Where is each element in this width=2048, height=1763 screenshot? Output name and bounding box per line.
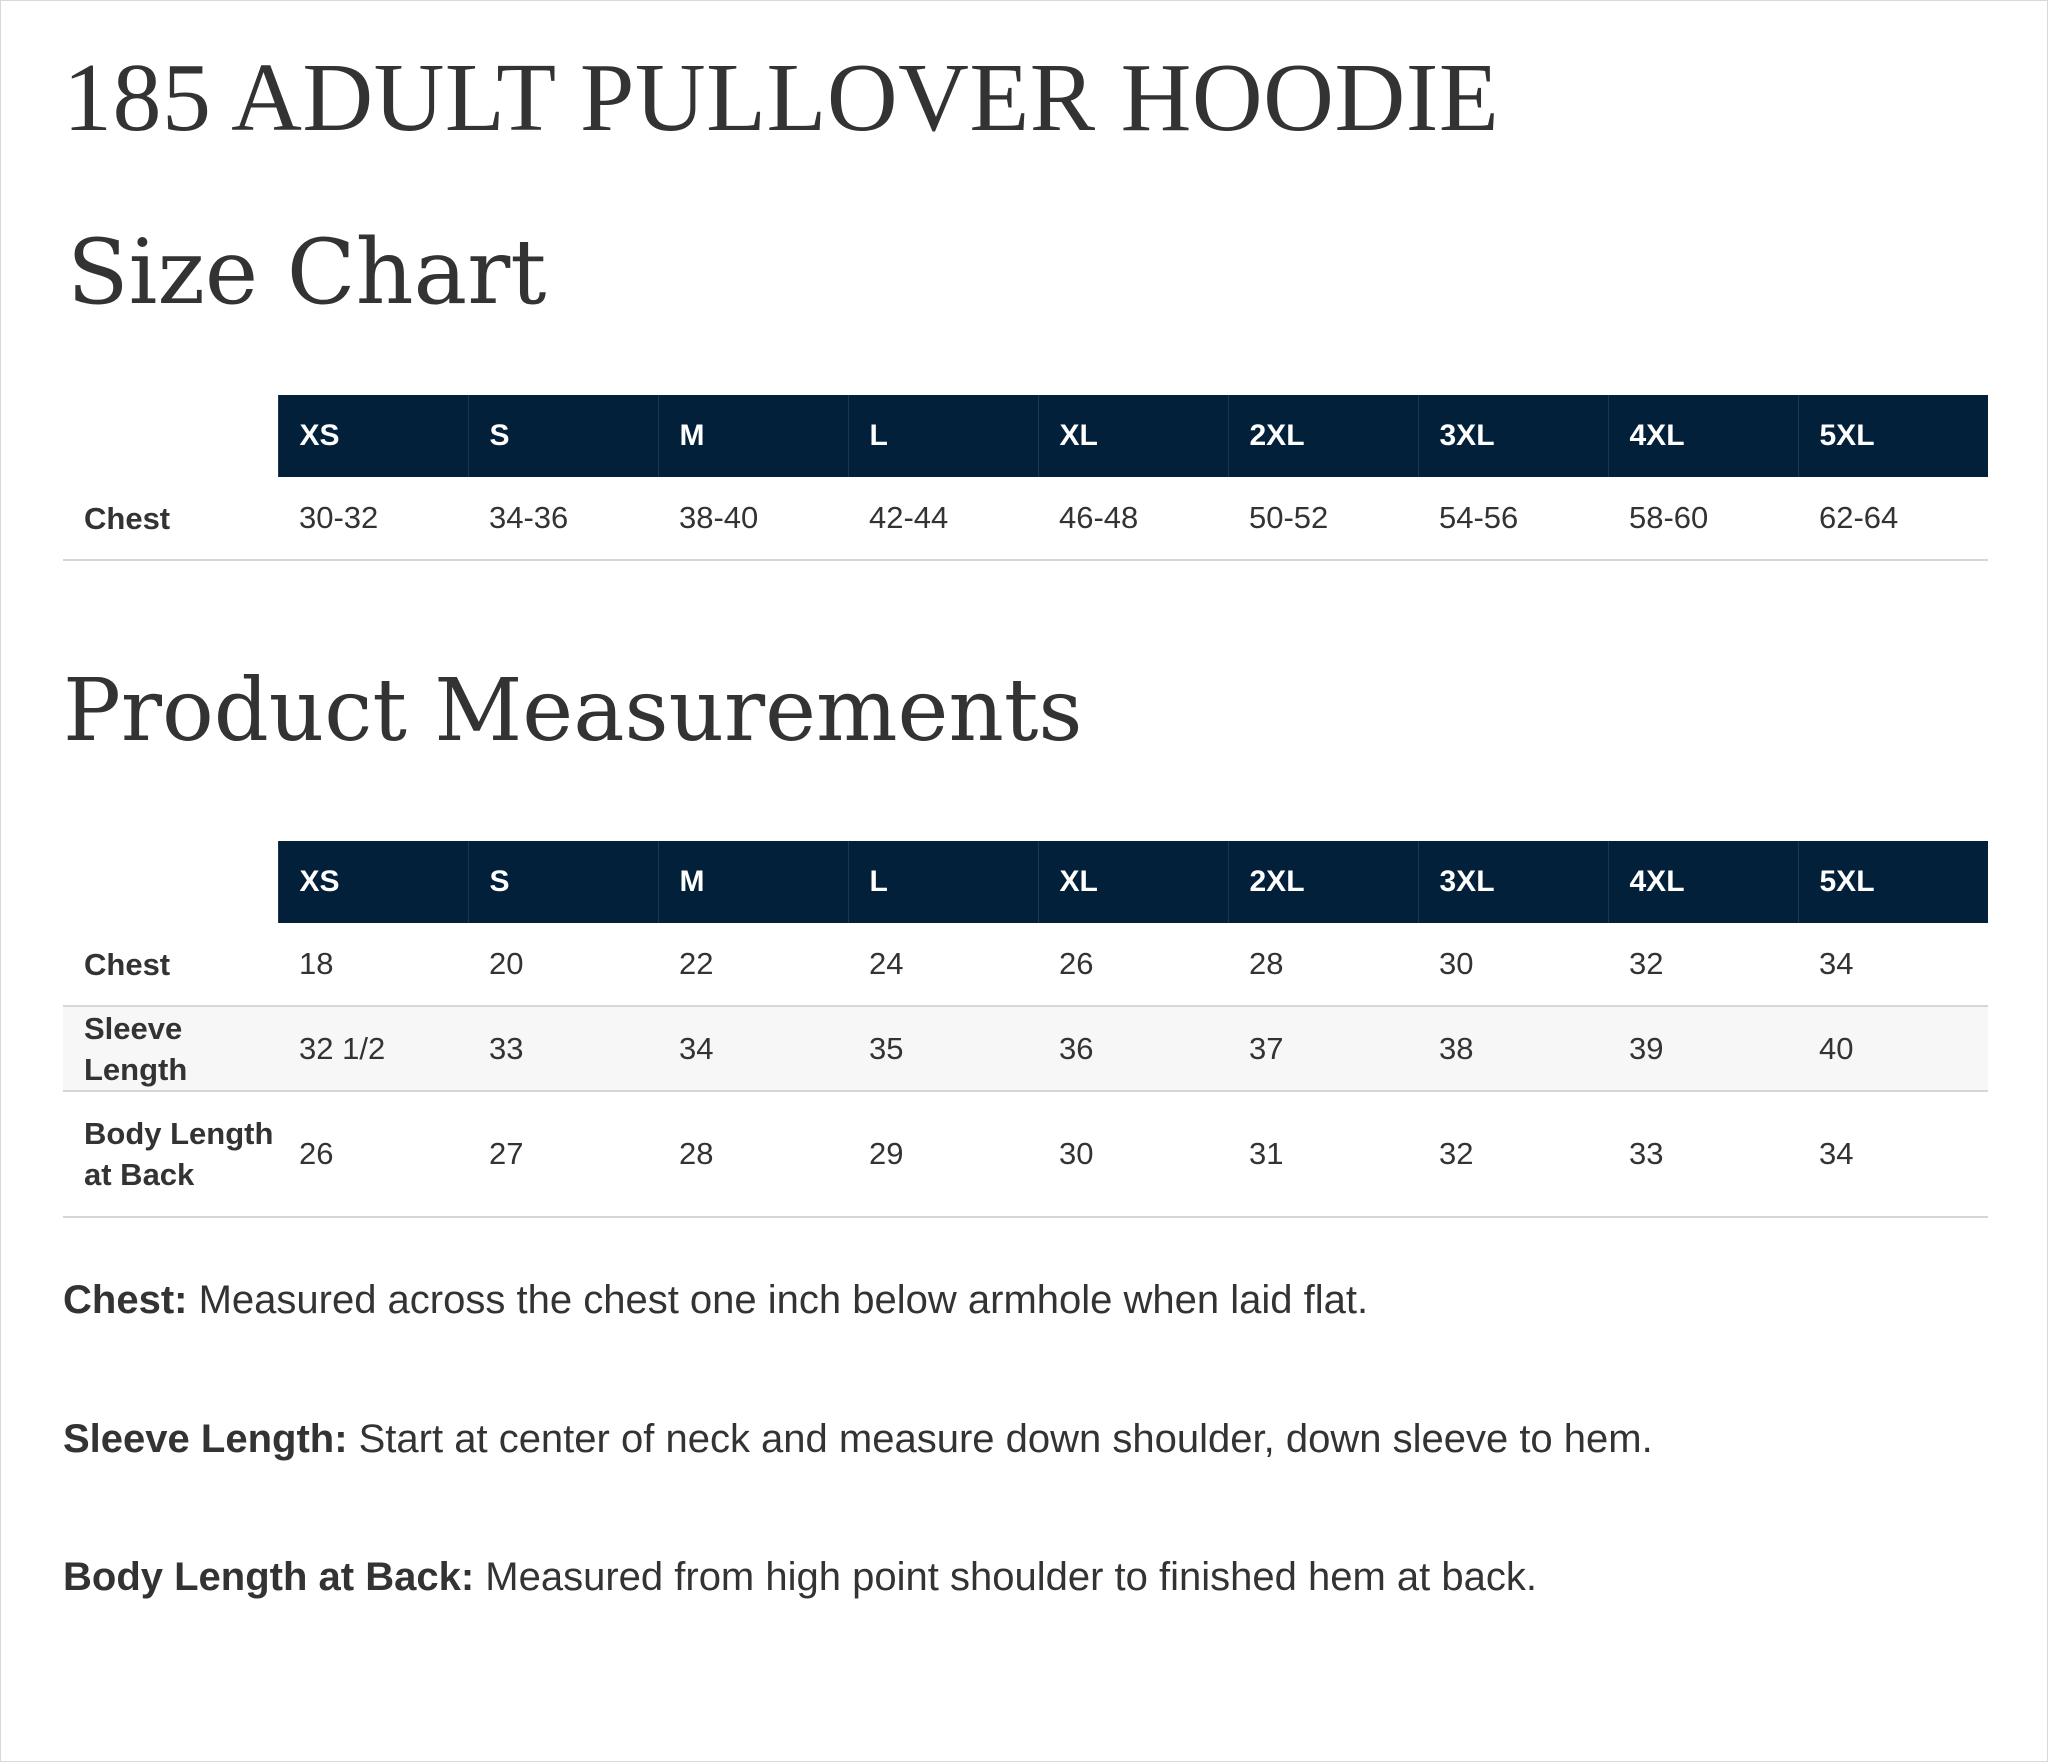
size-header-cell: L [848, 395, 1038, 477]
size-header-cell: XL [1038, 395, 1228, 477]
table-cell: 20 [489, 946, 524, 981]
size-header-cell: 5XL [1798, 395, 1988, 477]
table-cell: 46-48 [1059, 500, 1139, 535]
size-header-cell: M [658, 395, 848, 477]
table-row [63, 923, 1988, 1006]
row-label: Body Length at Back [84, 1116, 274, 1192]
table-cell: 27 [489, 1136, 524, 1171]
table-cell: 42-44 [869, 500, 949, 535]
size-header-cell: S [468, 841, 658, 923]
note-term: Chest: [63, 1278, 188, 1322]
table-cell: 38-40 [679, 500, 759, 535]
body-length-note [63, 1553, 1537, 1601]
product-title: 185 ADULT PULLOVER HOODIE [63, 44, 1500, 152]
size-header-cell: XL [1038, 841, 1228, 923]
size-header-cell: 5XL [1798, 841, 1988, 923]
size-header-cell: 2XL [1228, 395, 1418, 477]
header-blank-cell [63, 395, 278, 477]
note-term: Sleeve Length: [63, 1417, 348, 1461]
table-cell: 28 [679, 1136, 714, 1171]
table-cell: 58-60 [1629, 500, 1709, 535]
table-cell: 40 [1798, 1006, 1988, 1091]
table-row [63, 1006, 1988, 1091]
table-cell: 34 [1819, 946, 1854, 981]
table-cell: 34-36 [489, 500, 569, 535]
size-header-row [63, 841, 1988, 923]
size-header-cell: S [468, 395, 658, 477]
size-header-cell: M [658, 841, 848, 923]
header-blank-cell [63, 841, 278, 923]
table-cell: 32 [1439, 1136, 1474, 1171]
table-cell: 34 [1819, 1136, 1854, 1171]
table-cell: 38 [1418, 1006, 1608, 1091]
table-cell: 33 [1629, 1136, 1664, 1171]
table-cell: 37 [1228, 1006, 1418, 1091]
table-cell: 32 [1629, 946, 1664, 981]
note-term: Body Length at Back: [63, 1555, 475, 1599]
table-cell: 30 [1439, 946, 1474, 981]
table-cell: 30-32 [299, 500, 379, 535]
table-cell: 26 [299, 1136, 334, 1171]
table-cell: 26 [1059, 946, 1094, 981]
size-header-cell: XS [278, 395, 468, 477]
table-cell: 36 [1038, 1006, 1228, 1091]
row-label: Chest [84, 946, 171, 982]
table-cell: 22 [679, 946, 714, 981]
table-cell: 32 1/2 [278, 1006, 468, 1091]
table-cell: 39 [1608, 1006, 1798, 1091]
size-header-cell: 3XL [1418, 395, 1608, 477]
note-text: Start at center of neck and measure down shoulder, down sleeve to hem. [347, 1417, 1653, 1461]
table-cell: 50-52 [1249, 500, 1329, 535]
table-cell: 28 [1249, 946, 1284, 981]
table-cell: 31 [1249, 1136, 1284, 1171]
row-label: Chest [84, 500, 171, 536]
sleeve-length-note [63, 1415, 1653, 1463]
size-header-cell: 4XL [1608, 841, 1798, 923]
product-measurements-heading: Product Measurements [63, 661, 1083, 761]
size-header-cell: 2XL [1228, 841, 1418, 923]
size-header-row [63, 395, 1988, 477]
product-measurements-table [63, 841, 1988, 1218]
note-text: Measured from high point shoulder to finished hem at back. [474, 1555, 1537, 1599]
chest-note [63, 1276, 1368, 1324]
size-chart-table [63, 395, 1988, 561]
table-cell: 18 [299, 946, 334, 981]
table-cell: 30 [1059, 1136, 1094, 1171]
size-header-cell: 3XL [1418, 841, 1608, 923]
table-cell: 35 [848, 1006, 1038, 1091]
size-header-cell: 4XL [1608, 395, 1798, 477]
note-text: Measured across the chest one inch below armhole when laid flat. [187, 1278, 1369, 1322]
table-cell: 62-64 [1819, 500, 1899, 535]
size-header-cell: L [848, 841, 1038, 923]
table-row [63, 1091, 1988, 1217]
size-chart-page [1, 1, 2048, 1763]
size-header-cell: XS [278, 841, 468, 923]
table-cell: 54-56 [1439, 500, 1519, 535]
table-cell: 34 [658, 1006, 848, 1091]
size-chart-heading: Size Chart [67, 220, 547, 325]
row-label: Sleeve Length [63, 1006, 278, 1091]
table-cell: 33 [468, 1006, 658, 1091]
table-cell: 24 [869, 946, 904, 981]
table-cell: 29 [869, 1136, 904, 1171]
table-row [63, 477, 1988, 560]
